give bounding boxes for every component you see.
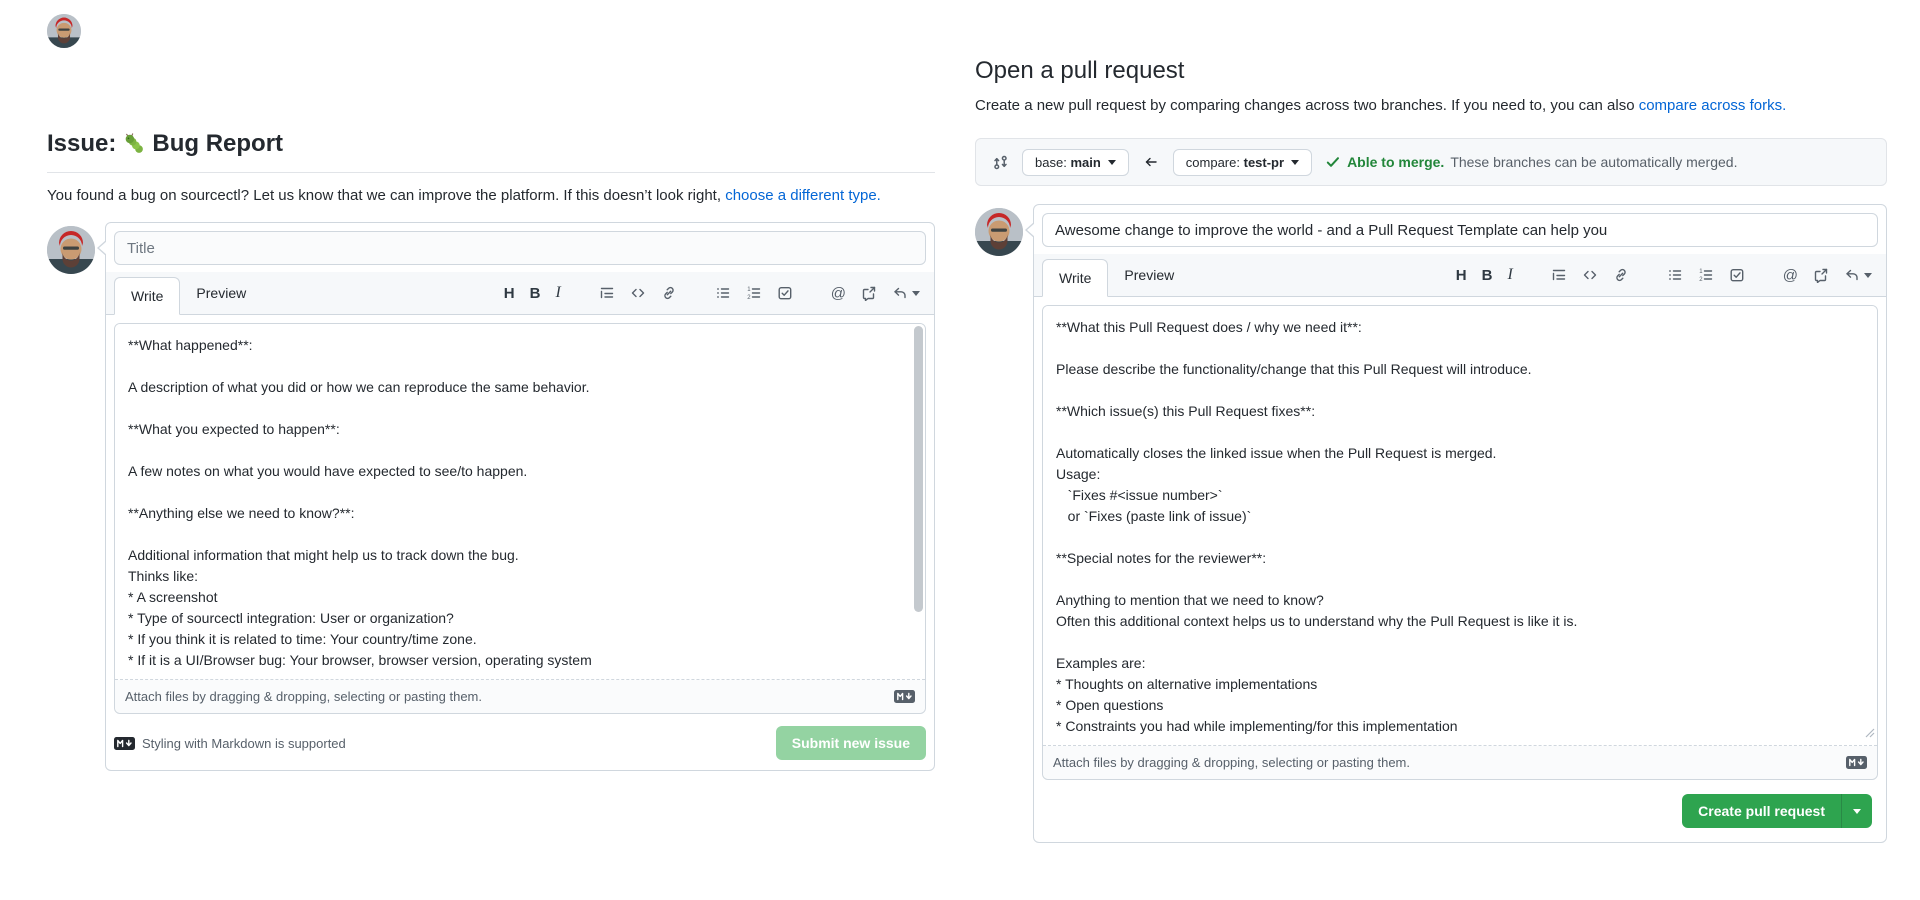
pr-compose-row (975, 204, 1887, 843)
markdown-icon (1846, 756, 1867, 769)
markdown-toolbar (1456, 254, 1886, 296)
chevron-down-icon (1864, 273, 1872, 278)
tab-preview[interactable]: Preview (196, 285, 247, 301)
pr-editor-box (1042, 305, 1878, 780)
svg-text:2: 2 (1698, 277, 1703, 283)
code-icon[interactable] (630, 285, 646, 301)
pr-intro (975, 96, 1887, 116)
saved-replies-icon[interactable] (1844, 267, 1872, 283)
arrow-left-icon (1142, 154, 1160, 170)
markdown-icon (114, 737, 135, 750)
cross-reference-icon[interactable] (1813, 267, 1829, 283)
cross-reference-icon[interactable] (861, 285, 877, 301)
issue-editor-tabs (106, 272, 934, 315)
pr-editor-tabs (1034, 254, 1886, 297)
chevron-down-icon (1108, 160, 1116, 165)
user-avatar (47, 14, 81, 48)
base-branch-name: main (1070, 154, 1101, 170)
pr-title-input[interactable] (1042, 213, 1878, 247)
ordered-list-icon[interactable] (746, 285, 762, 301)
heading-icon[interactable]: H (503, 284, 515, 302)
scrollbar[interactable] (914, 326, 923, 675)
bold-icon[interactable]: B (1481, 266, 1493, 284)
resize-grip[interactable] (1865, 725, 1875, 743)
issue-form-card (105, 222, 935, 771)
issue-page-title (47, 128, 935, 160)
markdown-note-text: Styling with Markdown is supported (142, 735, 346, 751)
quote-icon[interactable] (599, 285, 615, 301)
svg-text:1: 1 (1698, 269, 1703, 275)
chevron-down-icon (1853, 809, 1861, 814)
issue-heading-prefix: Issue: (47, 130, 117, 157)
compare-branch-name: test-pr (1243, 154, 1285, 170)
create-pull-request-options-button[interactable] (1841, 794, 1872, 828)
italic-icon[interactable]: I (555, 284, 561, 301)
tab-preview[interactable]: Preview (1124, 267, 1175, 283)
attach-files-dropzone[interactable] (1043, 746, 1877, 779)
compare-across-forks-link[interactable]: compare across forks. (1638, 97, 1787, 114)
tab-write[interactable]: Write (1042, 259, 1108, 297)
unordered-list-icon[interactable] (715, 285, 731, 301)
base-branch-selector[interactable] (1022, 149, 1129, 176)
issue-heading-title: Bug Report (152, 130, 284, 157)
bold-icon[interactable]: B (529, 284, 541, 302)
user-avatar (975, 208, 1023, 256)
divider (47, 172, 935, 173)
choose-different-type-link[interactable]: choose a different type. (725, 187, 881, 204)
merge-status (1325, 154, 1737, 170)
task-list-icon[interactable] (1729, 267, 1745, 283)
issue-body-textarea[interactable] (115, 324, 925, 680)
avatar-image (47, 226, 95, 274)
mention-icon[interactable]: @ (830, 284, 846, 302)
base-label: base: (1035, 154, 1067, 170)
issue-panel (47, 128, 935, 771)
issue-editor-box (114, 323, 926, 714)
pr-title-area (1034, 205, 1886, 254)
svg-text:1: 1 (746, 287, 751, 293)
chevron-down-icon (912, 291, 920, 296)
pull-request-panel (975, 55, 1887, 843)
issue-card-footer (106, 722, 934, 770)
svg-text:2: 2 (746, 295, 751, 301)
markdown-toolbar (504, 272, 934, 314)
chevron-down-icon (1291, 160, 1299, 165)
create-pull-request-button[interactable]: Create pull request (1698, 803, 1825, 819)
issue-intro (47, 186, 935, 206)
pr-form-card (1033, 204, 1887, 843)
pr-page-title: Open a pull request (975, 57, 1185, 84)
code-icon[interactable] (1582, 267, 1598, 283)
markdown-icon (894, 690, 915, 703)
link-icon[interactable] (1613, 267, 1629, 283)
avatar-image (975, 208, 1023, 256)
pr-intro-text: Create a new pull request by comparing changes across two branches. If you need to, you can also (975, 97, 1635, 114)
link-icon[interactable] (661, 285, 677, 301)
branch-compare-bar (975, 138, 1887, 186)
pr-body-textarea[interactable] (1043, 306, 1877, 746)
issue-compose-row (47, 222, 935, 771)
bug-emoji-icon (123, 133, 145, 155)
task-list-icon[interactable] (777, 285, 793, 301)
issue-title-area (106, 223, 934, 272)
git-compare-icon (992, 154, 1009, 171)
italic-icon[interactable]: I (1507, 266, 1513, 283)
mention-icon[interactable]: @ (1782, 266, 1798, 284)
ordered-list-icon[interactable] (1698, 267, 1714, 283)
heading-icon[interactable]: H (1455, 266, 1467, 284)
saved-replies-icon[interactable] (892, 285, 920, 301)
attach-files-dropzone[interactable] (115, 680, 925, 713)
quote-icon[interactable] (1551, 267, 1567, 283)
scrollbar-thumb[interactable] (914, 326, 923, 612)
compare-branch-selector[interactable] (1173, 149, 1312, 176)
issue-intro-text: You found a bug on sourcectl? Let us know that we can improve the platform. If this doesn’t look right, (47, 187, 722, 204)
submit-new-issue-button[interactable]: Submit new issue (776, 726, 926, 760)
merge-status-bold: Able to merge. (1347, 154, 1445, 170)
issue-editor-area (106, 315, 934, 722)
markdown-support-note (114, 736, 346, 751)
check-icon (1325, 154, 1341, 170)
create-pull-request-split-button (1682, 794, 1872, 828)
tab-write[interactable]: Write (114, 277, 180, 315)
unordered-list-icon[interactable] (1667, 267, 1683, 283)
issue-title-input[interactable] (114, 231, 926, 265)
merge-status-rest: These branches can be automatically merged. (1450, 154, 1738, 170)
pr-card-footer (1034, 788, 1886, 842)
user-avatar (47, 226, 95, 274)
pr-editor-area (1034, 297, 1886, 788)
compare-label: compare: (1185, 154, 1240, 170)
attach-hint: Attach files by dragging & dropping, selecting or pasting them. (1053, 755, 1410, 770)
attach-hint: Attach files by dragging & dropping, selecting or pasting them. (125, 689, 482, 704)
avatar-image (47, 14, 81, 48)
